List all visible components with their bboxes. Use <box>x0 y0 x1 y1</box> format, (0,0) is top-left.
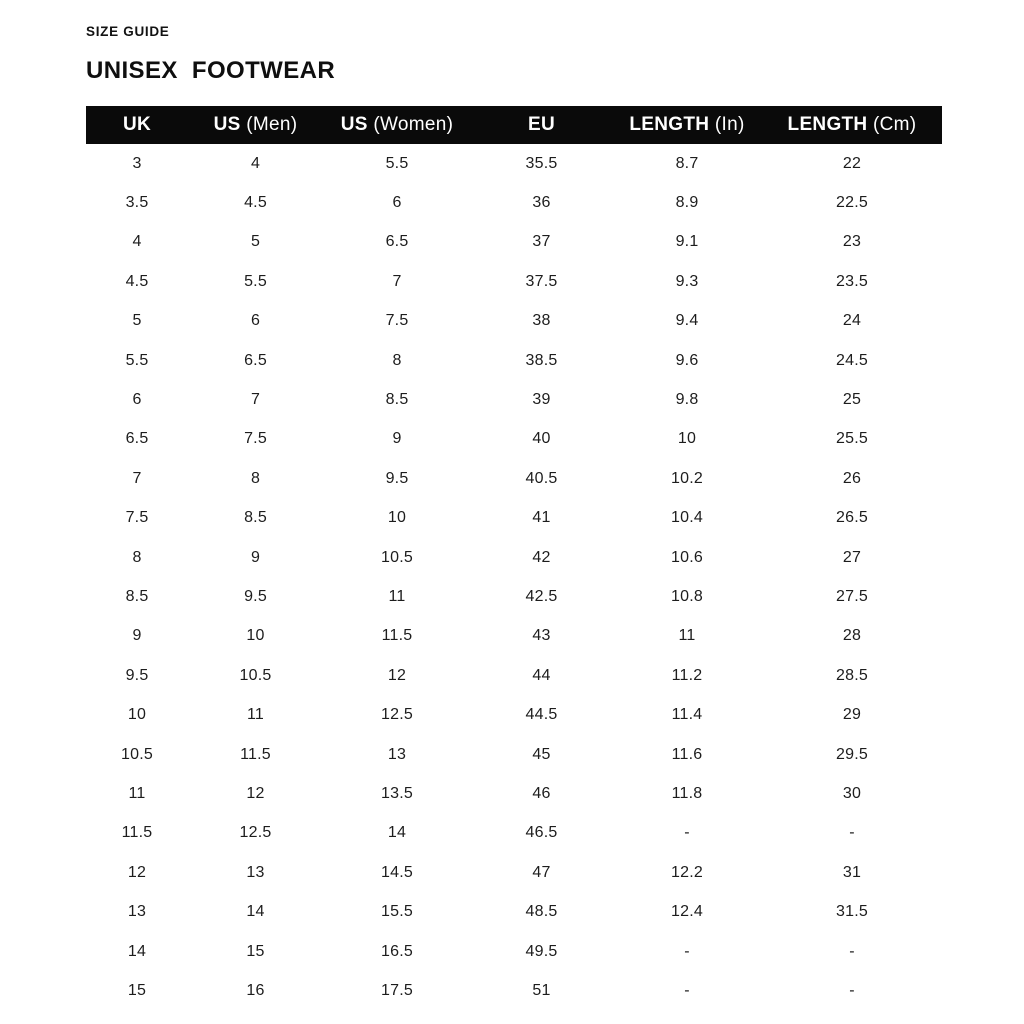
table-cell: 11.5 <box>381 627 413 645</box>
table-cell: - <box>849 981 855 999</box>
table-cell: 7.5 <box>244 430 267 448</box>
table-cell: 8.5 <box>385 391 409 409</box>
table-cell: 12 <box>387 666 407 684</box>
table-cell: 9.5 <box>125 666 149 684</box>
table-cell: 3 <box>132 154 142 172</box>
table-cell: - <box>684 981 690 999</box>
size-table-body <box>86 144 942 1011</box>
table-row <box>86 262 942 301</box>
table-cell: 8.7 <box>675 154 699 172</box>
table-cell: 6.5 <box>125 430 149 448</box>
table-cell: 15.5 <box>381 903 413 921</box>
table-cell: 8.5 <box>244 509 267 527</box>
table-row <box>86 499 942 538</box>
table-cell: 7 <box>250 391 261 409</box>
table-row <box>86 538 942 577</box>
table-row <box>86 380 942 419</box>
table-cell: 4.5 <box>125 272 149 290</box>
table-cell: 5.5 <box>244 272 267 290</box>
table-cell: 9.4 <box>675 312 699 330</box>
table-cell: 29 <box>842 706 862 724</box>
table-cell: 4.5 <box>244 194 267 212</box>
table-cell: 8 <box>250 469 261 487</box>
table-cell: 9.1 <box>675 233 699 251</box>
table-cell: 25 <box>842 391 862 409</box>
table-cell: 13 <box>387 745 407 763</box>
table-cell: - <box>684 824 690 842</box>
table-cell: 31.5 <box>836 903 868 921</box>
table-cell: 11 <box>128 784 146 802</box>
table-cell: 44.5 <box>525 706 558 724</box>
table-cell: 10.5 <box>121 745 153 763</box>
table-cell: 12.2 <box>671 863 703 881</box>
table-cell: 11 <box>246 706 264 724</box>
table-cell: 10.5 <box>381 548 413 566</box>
table-cell: 8.9 <box>675 194 699 212</box>
size-table-head <box>86 106 942 144</box>
table-row <box>86 735 942 774</box>
table-cell: 40.5 <box>525 469 558 487</box>
table-cell: 13.5 <box>381 784 413 802</box>
table-cell: 11.8 <box>671 784 703 802</box>
table-cell: 8 <box>392 351 402 369</box>
table-row <box>86 459 942 498</box>
table-row <box>86 814 942 853</box>
table-cell: 29.5 <box>836 745 868 763</box>
table-row <box>86 577 942 616</box>
table-cell: 6.5 <box>385 233 409 251</box>
table-cell: 5 <box>250 233 261 251</box>
table-row <box>86 420 942 459</box>
table-cell: 46.5 <box>525 824 558 842</box>
table-cell: 35.5 <box>525 154 558 172</box>
table-cell: 6 <box>392 194 402 212</box>
table-row <box>86 853 942 892</box>
table-cell: 36 <box>532 194 551 212</box>
table-cell: 41 <box>532 509 551 527</box>
table-cell: 9 <box>250 548 261 566</box>
table-row <box>86 774 942 813</box>
table-cell: 14 <box>387 824 407 842</box>
table-cell: 16 <box>246 981 265 999</box>
table-cell: 12.4 <box>671 903 703 921</box>
table-cell: 13 <box>246 863 265 881</box>
table-cell: 15 <box>127 981 147 999</box>
table-cell: 38 <box>532 312 551 330</box>
column-header: LENGTH (In) <box>612 106 762 144</box>
table-cell: 46 <box>532 784 551 802</box>
table-cell: 49.5 <box>525 942 558 960</box>
table-cell: 9.8 <box>675 391 699 409</box>
size-table-header-row <box>86 106 942 144</box>
table-cell: 23 <box>842 233 862 251</box>
table-cell: 38.5 <box>525 351 558 369</box>
table-cell: 11.6 <box>671 745 703 763</box>
table-cell: 11.2 <box>671 666 703 684</box>
table-cell: 11 <box>388 587 406 605</box>
table-cell: 40 <box>532 430 551 448</box>
size-table <box>86 106 942 1011</box>
table-cell: 13 <box>127 903 147 921</box>
table-cell: 8.5 <box>125 587 149 605</box>
table-cell: 12 <box>246 784 265 802</box>
column-header: US (Women) <box>323 106 471 144</box>
column-header: US (Men) <box>188 106 323 144</box>
table-cell: 28.5 <box>836 666 868 684</box>
table-row <box>86 932 942 971</box>
table-cell: 43 <box>532 627 551 645</box>
table-row <box>86 183 942 222</box>
table-cell: 30 <box>842 784 862 802</box>
table-cell: - <box>849 942 855 960</box>
table-cell: 12.5 <box>239 824 272 842</box>
table-cell: 5.5 <box>125 351 149 369</box>
table-cell: 15 <box>246 942 265 960</box>
table-row <box>86 971 942 1010</box>
table-cell: 8 <box>132 548 142 566</box>
table-cell: 44 <box>532 666 551 684</box>
table-cell: 9 <box>132 627 142 645</box>
table-cell: 26 <box>842 469 862 487</box>
table-cell: 37.5 <box>525 272 558 290</box>
table-cell: 42.5 <box>525 587 558 605</box>
table-cell: 6.5 <box>244 351 267 369</box>
table-cell: - <box>684 942 690 960</box>
table-cell: 11.5 <box>240 745 271 763</box>
table-cell: 51 <box>532 981 551 999</box>
table-cell: 7.5 <box>385 312 409 330</box>
table-cell: 10.5 <box>239 666 272 684</box>
table-cell: 11 <box>678 627 696 645</box>
table-cell: 4 <box>132 233 142 251</box>
table-cell: 14 <box>127 942 147 960</box>
table-cell: 14.5 <box>381 863 413 881</box>
table-cell: 42 <box>532 548 551 566</box>
table-cell: 17.5 <box>381 981 413 999</box>
table-cell: 7 <box>392 272 402 290</box>
table-cell: 4 <box>250 154 261 172</box>
table-cell: 26.5 <box>836 509 868 527</box>
table-cell: 14 <box>246 903 265 921</box>
table-cell: 9.5 <box>244 587 267 605</box>
table-cell: 3.5 <box>125 194 149 212</box>
size-guide-panel <box>86 25 943 1011</box>
table-cell: 10 <box>127 706 147 724</box>
table-cell: 27 <box>842 548 862 566</box>
table-cell: 10 <box>677 430 697 448</box>
table-cell: 10.8 <box>671 587 703 605</box>
table-cell: 22.5 <box>836 194 868 212</box>
table-cell: 5.5 <box>385 154 409 172</box>
size-guide-eyebrow: SIZE GUIDE <box>86 24 170 39</box>
table-cell: 37 <box>532 233 551 251</box>
table-cell: 9 <box>392 430 402 448</box>
table-cell: 5 <box>132 312 142 330</box>
table-cell: 24.5 <box>836 351 868 369</box>
table-cell: 10 <box>387 509 407 527</box>
table-cell: 22 <box>842 154 862 172</box>
table-cell: 28 <box>842 627 862 645</box>
column-header: UK <box>86 106 188 144</box>
table-cell: 9.3 <box>675 272 699 290</box>
table-cell: 12.5 <box>381 706 413 724</box>
table-cell: 7.5 <box>125 509 149 527</box>
page-title: UNISEX FOOTWEAR <box>86 57 336 84</box>
table-cell: 10.6 <box>671 548 703 566</box>
table-cell: - <box>849 824 855 842</box>
table-cell: 24 <box>842 312 862 330</box>
table-cell: 6 <box>250 312 261 330</box>
table-cell: 10.2 <box>671 469 703 487</box>
table-row <box>86 341 942 380</box>
table-cell: 9.6 <box>675 351 699 369</box>
table-cell: 31 <box>842 863 862 881</box>
table-cell: 27.5 <box>836 587 868 605</box>
table-row <box>86 144 942 183</box>
table-row <box>86 695 942 734</box>
table-cell: 6 <box>132 391 142 409</box>
table-cell: 12 <box>127 863 147 881</box>
table-row <box>86 892 942 931</box>
table-cell: 39 <box>532 391 551 409</box>
table-row <box>86 617 942 656</box>
table-cell: 47 <box>532 863 551 881</box>
table-cell: 45 <box>532 745 551 763</box>
table-cell: 9.5 <box>385 469 409 487</box>
column-header: LENGTH (Cm) <box>762 106 942 144</box>
table-cell: 11.5 <box>121 824 153 842</box>
table-row <box>86 656 942 695</box>
table-cell: 16.5 <box>381 942 413 960</box>
table-row <box>86 302 942 341</box>
table-cell: 10.4 <box>671 509 703 527</box>
table-cell: 7 <box>132 469 142 487</box>
table-cell: 25.5 <box>836 430 868 448</box>
column-header: EU <box>471 106 612 144</box>
table-row <box>86 223 942 262</box>
table-cell: 10 <box>246 627 265 645</box>
table-cell: 48.5 <box>525 903 558 921</box>
table-cell: 23.5 <box>836 272 868 290</box>
table-cell: 11.4 <box>671 706 703 724</box>
